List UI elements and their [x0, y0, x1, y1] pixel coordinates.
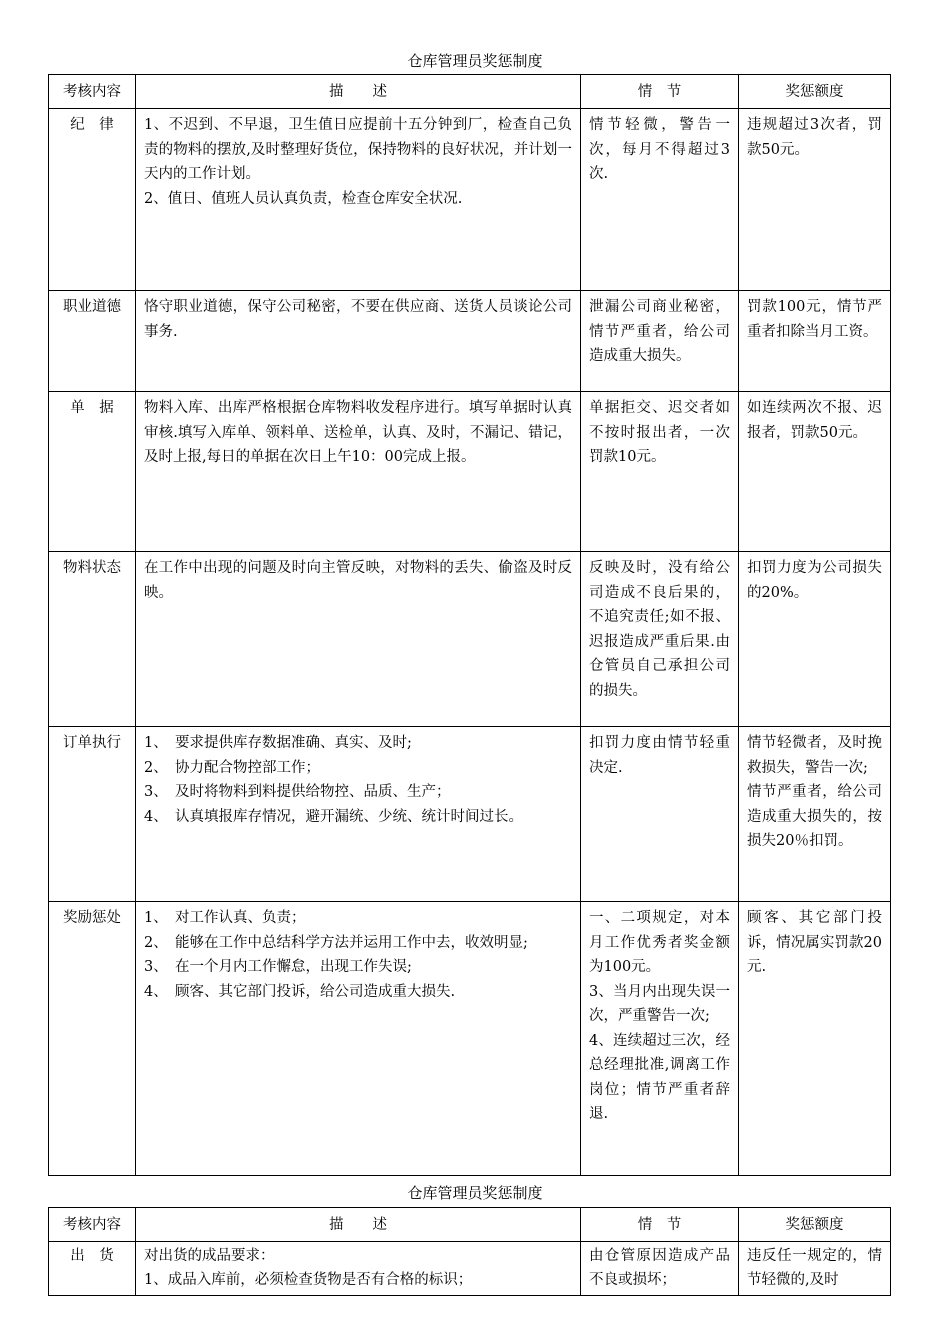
header-circumstance: 情 节 [581, 75, 739, 109]
table-row [49, 902, 891, 1176]
row-description [136, 902, 581, 1176]
row-penalty [739, 291, 891, 392]
circumstance-line: 3、当月内出现失误一次，严重警告一次; [589, 983, 730, 1024]
description-line: 物料入库、出库严格根据仓库物料收发程序进行。填写单据时认真审核.填写入库单、领料单、送检单，认真、及时，不漏记、错记，及时上报,每日的单据在次日上午10：00完成上报。 [144, 400, 572, 465]
penalty-line: 如连续两次不报、迟报者，罚款50元。 [747, 400, 882, 441]
table-row [49, 552, 891, 727]
description-line: 1、成品入库前，必须检查货物是否有合格的标识； [144, 1272, 473, 1288]
circumstance-line: 反映及时，没有给公司造成不良后果的，不追究责任;如不报、迟报造成严重后果.由仓管员自己承担公司的损失。 [589, 560, 730, 699]
row-category: 纪 律 [49, 109, 136, 291]
table-header-row [49, 1208, 891, 1242]
row-description [136, 291, 581, 392]
row-description [136, 392, 581, 552]
description-line: 3、 及时将物料到料提供给物控、品质、生产； [144, 784, 451, 800]
row-category: 奖励惩处 [49, 902, 136, 1176]
row-category: 职业道德 [49, 291, 136, 392]
circumstance-line: 4、连续超过三次，经总经理批准,调离工作岗位；情节严重者辞退. [589, 1032, 730, 1122]
header-category: 考核内容 [49, 1208, 136, 1242]
row-circumstance [581, 291, 739, 392]
header-penalty: 奖惩额度 [739, 1208, 891, 1242]
row-penalty [739, 392, 891, 552]
table-row [49, 727, 891, 902]
header-circumstance: 情 节 [581, 1208, 739, 1242]
description-line: 3、 在一个月内工作懈怠，出现工作失误; [144, 959, 412, 975]
row-circumstance [581, 902, 739, 1176]
description-line: 对出货的成品要求： [144, 1248, 275, 1264]
row-description [136, 552, 581, 727]
header-penalty: 奖惩额度 [739, 75, 891, 109]
row-category: 单 据 [49, 392, 136, 552]
penalty-line: 违反任一规定的，情节轻微的,及时 [747, 1248, 882, 1288]
description-line: 2、值日、值班人员认真负责，检查仓库安全状况. [144, 190, 463, 207]
circumstance-line: 扣罚力度由情节轻重决定. [589, 735, 730, 776]
description-line: 1、不迟到、不早退，卫生值日应提前十五分钟到厂，检查自己负责的物料的摆放,及时整理好货位，保持物料的良好状况，并计划一天内的工作计划。 [144, 117, 572, 182]
description-line: 1、 要求提供库存数据准确、真实、及时; [144, 735, 412, 751]
description-line: 在工作中出现的问题及时向主管反映，对物料的丢失、偷盗及时反映。 [144, 560, 572, 601]
description-line: 2、 能够在工作中总结科学方法并运用工作中去，收效明显; [144, 934, 528, 951]
row-circumstance [581, 392, 739, 552]
penalty-line: 违规超过3次者，罚款50元。 [747, 117, 882, 158]
header-category: 考核内容 [49, 75, 136, 109]
row-penalty [739, 727, 891, 902]
table-header-row [49, 75, 891, 109]
second-page-title: 仓库管理员奖惩制度 [407, 1184, 543, 1202]
header-description: 描 述 [136, 75, 581, 109]
row-penalty [739, 902, 891, 1176]
row-category: 订单执行 [49, 727, 136, 902]
penalty-line: 情节轻微者，及时挽救损失，警告一次; [747, 735, 882, 776]
row-penalty [739, 109, 891, 291]
circumstance-line: 泄漏公司商业秘密，情节严重者，给公司造成重大损失。 [589, 299, 730, 364]
description-line: 1、 对工作认真、负责； [144, 910, 306, 926]
table-row [49, 392, 891, 552]
row-description [136, 109, 581, 291]
penalty-line: 罚款100元，情节严重者扣除当月工资。 [747, 299, 882, 340]
circumstance-line: 单据拒交、迟交者如不按时报出者，一次罚款10元。 [589, 400, 730, 465]
row-description [136, 1242, 581, 1296]
row-description [136, 727, 581, 902]
table-row [49, 109, 891, 291]
penalty-line: 顾客、其它部门投诉，情况属实罚款20元. [747, 910, 882, 975]
header-description: 描 述 [136, 1208, 581, 1242]
second-reward-penalty-table [48, 1207, 891, 1296]
table-row [49, 291, 891, 392]
table-row [49, 1242, 891, 1296]
circumstance-line: 一、二项规定，对本月工作优秀者奖金额为100元。 [589, 910, 730, 975]
circumstance-line: 情节轻微，警告一次，每月不得超过3次. [589, 117, 730, 182]
row-circumstance [581, 552, 739, 727]
description-line: 4、 认真填报库存情况，避开漏统、少统、统计时间过长。 [144, 808, 523, 825]
penalty-line: 扣罚力度为公司损失的20%。 [747, 560, 882, 601]
reward-penalty-table [48, 74, 891, 1176]
row-circumstance [581, 109, 739, 291]
row-category: 物料状态 [49, 552, 136, 727]
row-circumstance [581, 1242, 739, 1296]
page-title: 仓库管理员奖惩制度 [407, 52, 543, 70]
description-line: 2、 协力配合物控部工作； [144, 759, 320, 776]
circumstance-line: 由仓管原因造成产品不良或损坏； [589, 1248, 730, 1288]
description-line: 4、 顾客、其它部门投诉，给公司造成重大损失. [144, 983, 456, 1000]
penalty-line: 情节严重者，给公司造成重大损失的，按损失20％扣罚。 [747, 784, 882, 849]
row-penalty [739, 552, 891, 727]
row-penalty [739, 1242, 891, 1296]
row-circumstance [581, 727, 739, 902]
description-line: 恪守职业道德，保守公司秘密，不要在供应商、送货人员谈论公司事务. [144, 299, 572, 340]
row-category: 出 货 [49, 1242, 136, 1296]
